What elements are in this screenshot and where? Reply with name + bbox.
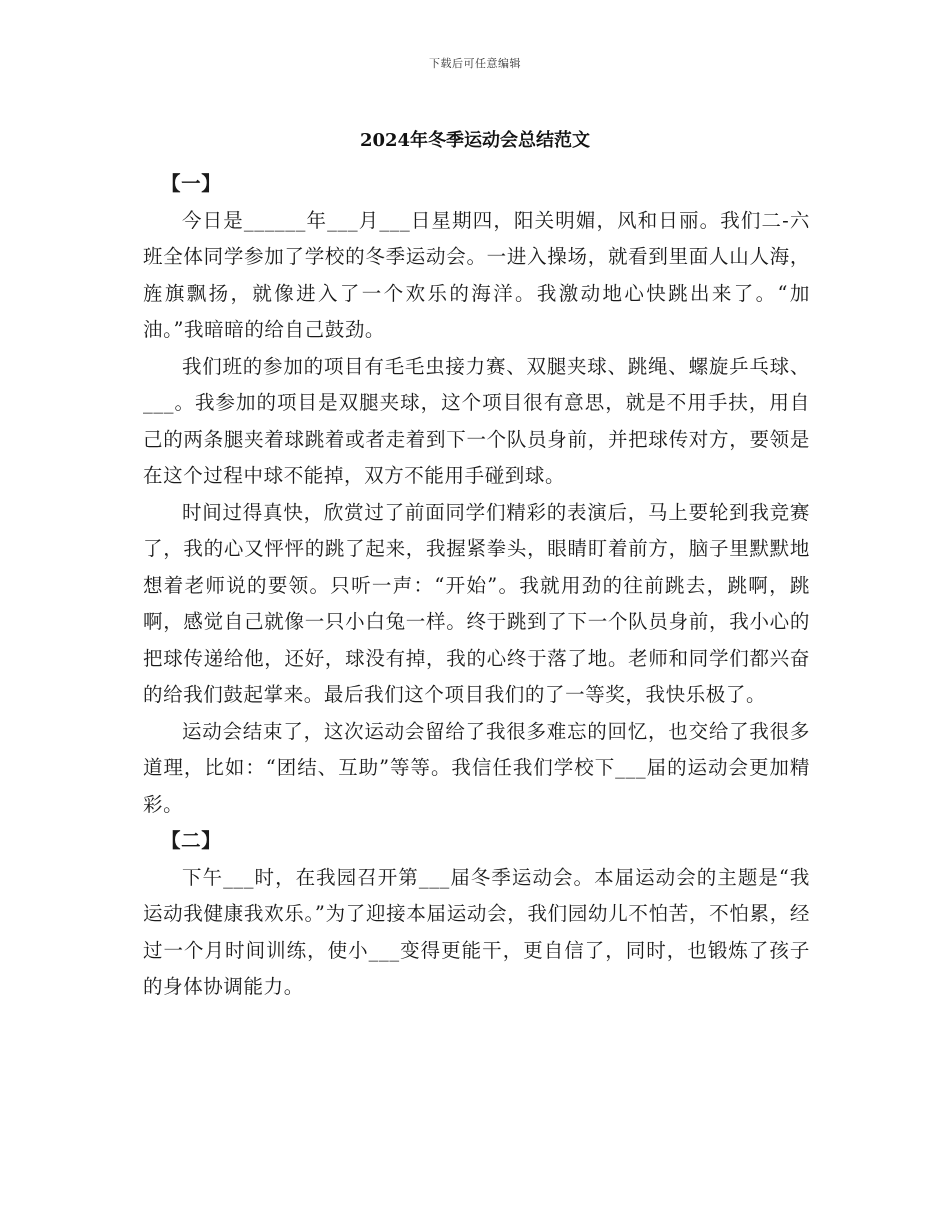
paragraph: 运动会结束了，这次运动会留给了我很多难忘的回忆，也交给了我很多道理，比如：“团结、互助”等等。我信任我们学校下___届的运动会更加精彩。 [143,719,810,816]
document-body [143,166,810,1006]
section-label-1: 【一】 [161,172,222,195]
section-label-2: 【二】 [161,829,222,852]
paragraph: 时间过得真快，欣赏过了前面同学们精彩的表演后，马上要轮到我竞赛了，我的心又怦怦的跳了起来，我握紧拳头，眼睛盯着前方，脑子里默默地想着老师说的要领。只听一声：“开始”。我就用劲的往前跳去，跳啊，跳啊，感觉自己就像一只小白兔一样。终于跳到了下一个队员身前，我小心的把球传递给他，还好，球没有掉，我的心终于落了地。老师和同学们都兴奋的给我们鼓起掌来。最后我们这个项目我们的了一等奖，我快乐极了。 [143,500,810,706]
document-title: 2024年冬季运动会总结范文 [359,130,591,151]
paragraph: 今日是______年___月___日星期四，阳关明媚，风和日丽。我们二-六班全体同学参加了学校的冬季运动会。一进入操场，就看到里面人山人海，旌旗飘扬，就像进入了一个欢乐的海洋。我激动地心快跳出来了。“加油。”我暗暗的给自己鼓劲。 [143,208,810,341]
page-header-note: 下载后可任意编辑 [429,57,521,70]
paragraph: 我们班的参加的项目有毛毛虫接力赛、双腿夹球、跳绳、螺旋乒乓球、___。我参加的项目是双腿夹球，这个项目很有意思，就是不用手扶，用自己的两条腿夹着球跳着或者走着到下一个队员身前，并把球传对方，要领是在这个过程中球不能掉，双方不能用手碰到球。 [143,354,810,487]
paragraph: 下午___时，在我园召开第___届冬季运动会。本届运动会的主题是“我运动我健康我欢乐。”为了迎接本届运动会，我们园幼儿不怕苦，不怕累，经过一个月时间训练，使小___变得更能干，更自信了，同时，也锻炼了孩子的身体协调能力。 [143,865,810,998]
